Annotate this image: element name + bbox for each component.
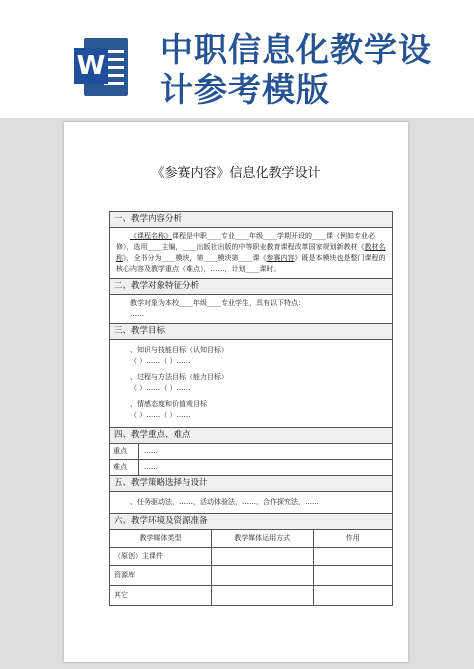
content-analysis-text [110,228,392,279]
students-text [110,295,392,324]
table-row [110,566,392,586]
section-heading-students: 二、教学对象特征分析 [110,279,392,295]
document-page [64,122,408,662]
textbook-name: 教材名称 [116,243,386,262]
content-text-3: 》既是本模块也是整门课程的核心内容及教学重点（难点），……，计划____课时。 [116,254,386,273]
key-point-row [110,444,392,460]
goals-text [110,340,392,428]
table-row [110,586,392,606]
banner-title: 中职信息化教学设计参考模版 [160,30,432,109]
media-type-cell: 资源库 [110,566,212,586]
media-purpose-cell [313,586,392,606]
document-title: 《参赛内容》信息化教学设计 [151,166,321,181]
key-point-value: …… [144,447,158,455]
word-icon-letter: W [74,48,108,84]
media-usage-cell [212,566,314,586]
banner [0,0,474,118]
difficulty-row [110,460,392,476]
section-heading-goals: 三、教学目标 [110,324,392,340]
goal-process-items: （ ）……（ ）…… [130,384,191,392]
goal-knowledge-items: （ ）……（ ）…… [130,357,191,365]
difficulty-label: 难点 [110,460,139,475]
strategy-text [110,492,392,514]
media-type-cell: 其它 [110,586,212,606]
media-type-cell: （原创）主课件 [110,548,212,566]
column-header: 教学媒体类型 [110,530,212,548]
course-name: 《课程名称》 [130,232,172,240]
section-heading-key-points: 四、教学重点、难点 [110,428,392,444]
section-heading-strategy: 五、教学策略选择与设计 [110,476,392,492]
media-usage-cell [212,586,314,606]
difficulty-value: …… [144,463,158,471]
design-form [109,211,393,606]
key-point-label: 重点 [110,444,139,459]
media-usage-cell [212,548,314,566]
goal-knowledge: 、知识与技能目标（认知目标） [130,346,228,354]
goal-process: 、过程与方法目标（能力目标） [130,373,228,381]
media-purpose-cell [313,548,392,566]
word-icon [74,36,128,98]
students-ellipsis: …… [130,310,144,318]
column-header: 作用 [313,530,392,548]
media-purpose-cell [313,566,392,586]
section-heading-content: 一、教学内容分析 [110,212,392,228]
strategy-line: 、任务驱动法，……，活动体验法，……，合作探究法，…… [130,498,319,506]
column-header: 教学媒体运用方式 [212,530,314,548]
section-heading-environment: 六、教学环境及资源准备 [110,514,392,530]
table-row [110,548,392,566]
students-line: 教学对象为本校____年级____专业学生，具有以下特点： [130,299,305,307]
goal-attitude: 、情感态度和价值观目标 [130,400,207,408]
content-text-2: 》，全书分为____模块，第____模块第____课《 [123,254,267,262]
table-header-row [110,530,392,548]
content-text-1: 课程是中职____专业____年级____学期开设的____课（例如专业必修），选用____主编，____出版社出版的中等职业教育课程改革国家规划新教材《 [116,232,375,251]
goal-attitude-items: （ ）……（ ）…… [130,411,191,419]
competition-content: 参赛内容 [266,254,295,262]
media-table [110,530,392,605]
